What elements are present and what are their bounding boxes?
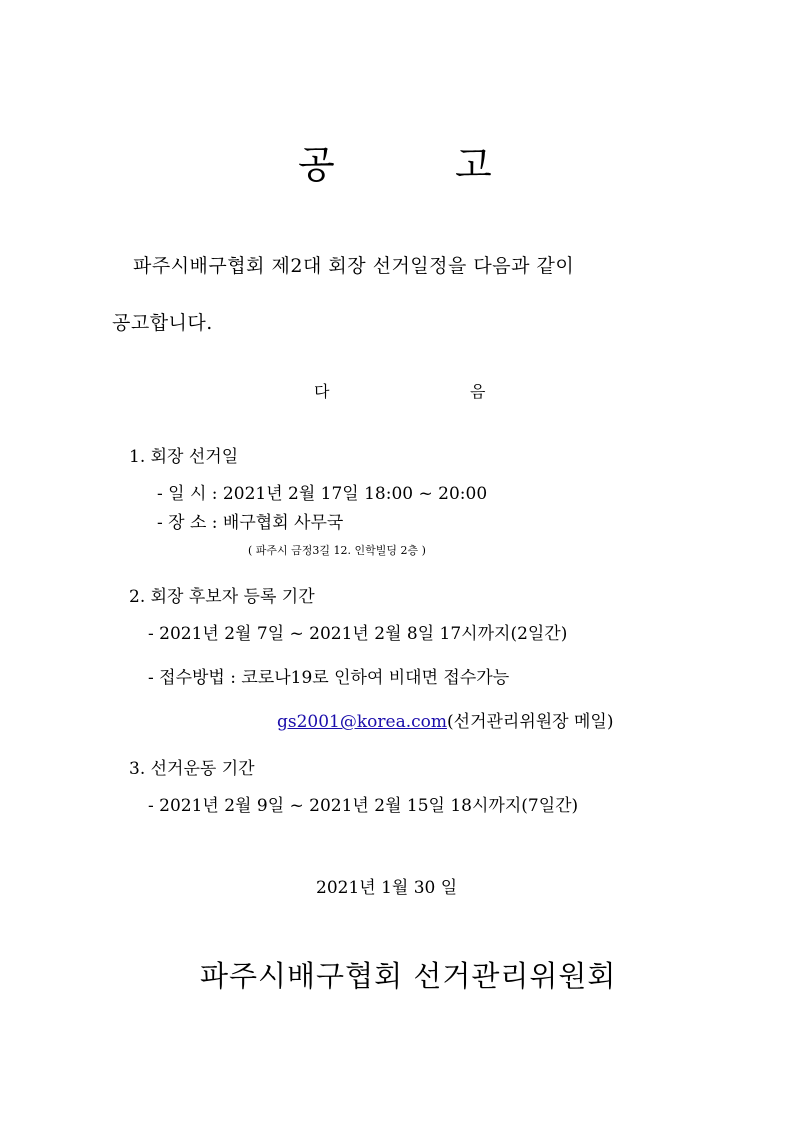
intro-line-2: 공고합니다. <box>112 312 213 334</box>
intro-line-1: 파주시배구협회 제2대 회장 선거일정을 다음과 같이 <box>133 255 575 277</box>
section3-period: - 2021년 2월 9일 ~ 2021년 2월 15일 18시까지(7일간) <box>148 796 579 816</box>
subheading-char-2: 음 <box>470 382 486 401</box>
section2-method: - 접수방법 : 코로나19로 인하여 비대면 접수가능 <box>148 668 510 688</box>
organization-name: 파주시배구협회 선거관리위원회 <box>200 959 617 993</box>
section2-email-line <box>277 714 613 731</box>
title-char-1: 공 <box>298 143 335 187</box>
section1-address: ( 파주시 금정3길 12. 인학빌딩 2층 ) <box>248 544 426 557</box>
section2-heading: 2. 회장 후보자 등록 기간 <box>129 587 315 607</box>
section1-place: - 장 소 : 배구협회 사무국 <box>157 513 344 533</box>
email-link[interactable]: gs2001@korea.com <box>277 712 448 732</box>
subheading-char-1: 다 <box>314 382 330 401</box>
title-char-2: 고 <box>455 143 492 187</box>
email-note: (선거관리위원장 메일) <box>447 712 614 732</box>
section2-period: - 2021년 2월 7일 ~ 2021년 2월 8일 17시까지(2일간) <box>148 624 568 644</box>
notice-date: 2021년 1월 30 일 <box>316 878 458 898</box>
section1-heading: 1. 회장 선거일 <box>129 447 239 467</box>
section3-heading: 3. 선거운동 기간 <box>129 759 255 779</box>
section1-datetime: - 일 시 : 2021년 2월 17일 18:00 ~ 20:00 <box>157 484 488 504</box>
